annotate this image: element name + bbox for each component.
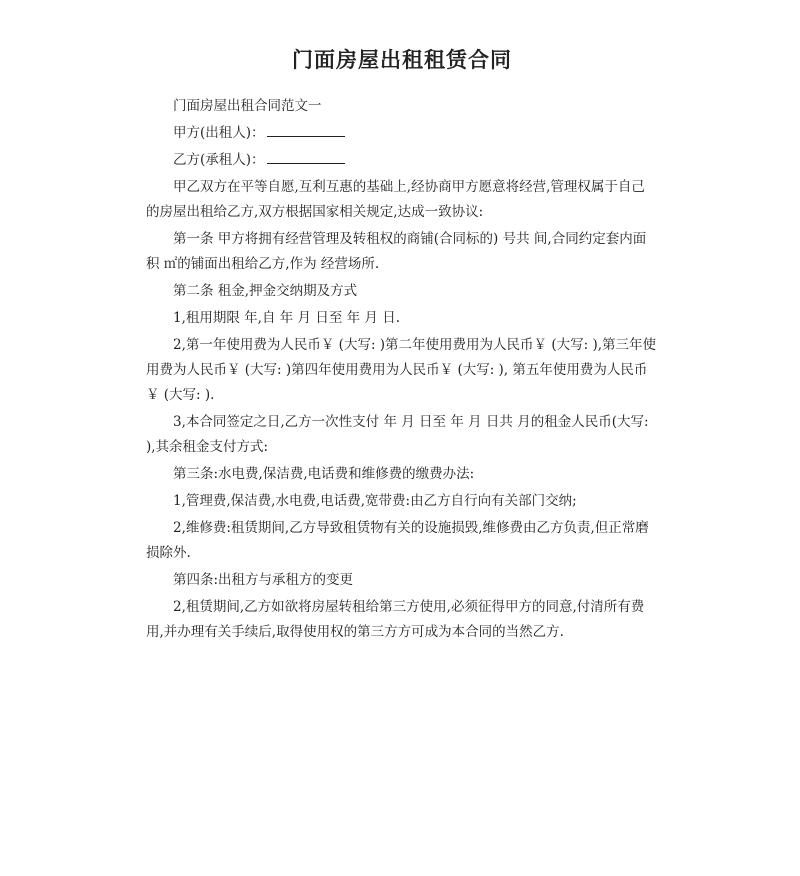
party-b-label: 乙方(承租人)： — [173, 152, 265, 168]
party-a-blank — [267, 122, 345, 137]
paragraph: 第一条 甲方将拥有经营管理及转租权的商铺(合同标的) 号共 间,合同约定套内面积 ㎡的铺面出租给乙方,作为 经营场所. — [146, 231, 647, 272]
party-a-line — [146, 121, 658, 146]
section-heading: 第四条:出租方与承租方的变更 — [173, 572, 354, 588]
section-heading: 第三条:水电费,保洁费,电话费和维修费的缴费办法: — [173, 466, 475, 482]
paragraph: 甲乙双方在平等自愿,互利互惠的基础上,经协商甲方愿意将经营,管理权属于自己的房屋出租给乙方,双方根据国家相关规定,达成一致协议: — [146, 179, 645, 220]
party-a-label: 甲方(出租人)： — [173, 125, 265, 141]
paragraph: 3,本合同签定之日,乙方一次性支付 年 月 日至 年 月 日共 月的租金人民币(大写: ),其余租金支付方式: — [146, 414, 649, 455]
paragraph: 2,第一年使用费为人民币￥ (大写: )第二年使用费用为人民币￥ (大写: ),第三年使用费为人民币￥ (大写: )第四年使用费用为人民币￥ (大写: ), 第五年使用费为人民币￥ (大写: ). — [146, 337, 656, 403]
party-b-line — [146, 148, 658, 173]
document-page — [146, 46, 658, 647]
paragraph: 2,维修费:租赁期间,乙方导致租赁物有关的设施损毁,维修费由乙方负责,但正常磨损除外. — [146, 520, 649, 561]
paragraph: 2,租赁期间,乙方如欲将房屋转租给第三方使用,必须征得甲方的同意,付清所有费用,并办理有关手续后,取得使用权的第三方方可成为本合同的当然乙方. — [146, 599, 645, 640]
party-b-blank — [267, 149, 345, 164]
section-heading: 第二条 租金,押金交纳期及方式 — [173, 283, 358, 299]
document-title: 门面房屋出租租赁合同 — [292, 47, 512, 72]
paragraph: 1,管理费,保洁费,水电费,电话费,宽带费:由乙方自行向有关部门交纳; — [173, 493, 577, 509]
document-subtitle: 门面房屋出租合同范文一 — [173, 98, 322, 114]
paragraph: 1,租用期限 年,自 年 月 日至 年 月 日. — [173, 310, 401, 326]
